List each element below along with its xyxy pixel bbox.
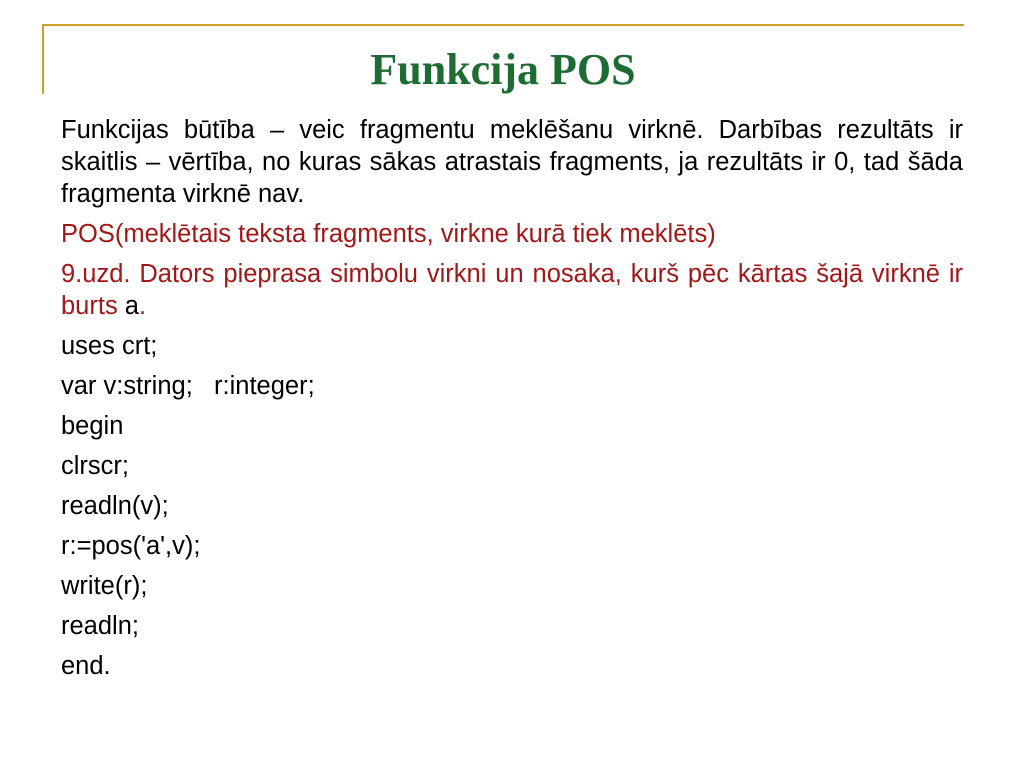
code-line: r:=pos('a',v); — [61, 532, 201, 560]
task-text: 9.uzd. Dators pieprasa simbolu virkni un nosaka, kurš pēc kārtas šajā virknē ir burts — [61, 260, 963, 320]
code-line: readln(v); — [61, 492, 169, 520]
code-line: readln; — [61, 612, 139, 640]
slide-content — [61, 114, 963, 690]
task-period: . — [138, 292, 147, 320]
task-letter: a — [124, 292, 139, 320]
task-paragraph — [61, 258, 963, 322]
code-line: clrscr; — [61, 452, 129, 480]
code-line: end. — [61, 652, 111, 680]
syntax-line: POS(meklētais teksta fragments, virkne kurā tiek meklēts) — [61, 220, 716, 248]
intro-paragraph: Funkcijas būtība – veic fragmentu meklēšanu virknē. Darbības rezultāts ir skaitlis – vērtība, no kuras sākas atrastais fragments, ja rezultāts ir 0, tad šāda fragmenta virknē nav. — [61, 116, 963, 208]
code-line: begin — [61, 412, 124, 440]
frame-top-line — [42, 24, 964, 26]
slide-title: Funkcija POS — [370, 45, 636, 94]
code-line: uses crt; — [61, 332, 158, 360]
code-line: var v:string; r:integer; — [61, 372, 315, 400]
code-line: write(r); — [61, 572, 148, 600]
